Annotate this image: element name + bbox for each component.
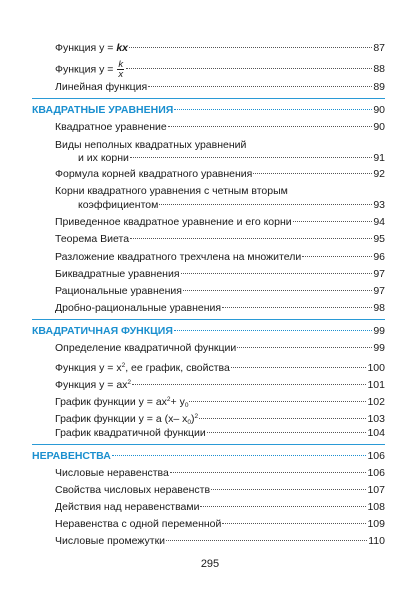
entry-page: 97 [373, 268, 385, 280]
entry-page: 110 [368, 535, 385, 547]
dot-leader [166, 540, 367, 541]
entry-label: Разложение квадратного трехчлена на множители [55, 251, 302, 263]
entry-label: Приведенное квадратное уравнение и его корни [55, 216, 292, 228]
index-entry [55, 285, 385, 298]
entry-page: 106 [367, 467, 385, 479]
dot-leader [199, 418, 366, 419]
section-page: 106 [367, 450, 385, 462]
entry-label: Числовые промежутки [55, 535, 166, 547]
section-divider [32, 444, 385, 445]
index-entry [55, 427, 385, 440]
index-entry [55, 233, 385, 246]
entry-label: График квадратичной функции [55, 427, 206, 439]
entry-page: 87 [373, 42, 385, 54]
index-entry [78, 152, 385, 165]
index-entry [55, 359, 385, 375]
index-entry [55, 342, 385, 355]
entry-page: 109 [367, 518, 385, 530]
entry-page: 107 [367, 484, 385, 496]
entry-page: 95 [373, 233, 385, 245]
entry-page: 108 [367, 501, 385, 513]
index-entry [55, 251, 385, 264]
section-heading [32, 450, 385, 463]
dot-leader [207, 432, 367, 433]
index-entry [78, 199, 385, 212]
dot-leader [183, 290, 372, 291]
section-title: НЕРАВЕНСТВА [32, 450, 111, 462]
entry-label: Функция $y = x^2$, ее график, свойства [55, 362, 230, 374]
index-entry [55, 535, 385, 548]
dot-leader [181, 273, 373, 274]
dot-leader [126, 68, 372, 69]
entry-label: Квадратное уравнение [55, 121, 167, 133]
fraction: $\frac{k}{x}$ [118, 59, 124, 80]
index-entry [55, 302, 385, 315]
dot-leader [231, 367, 367, 368]
index-entry [55, 484, 385, 497]
dot-leader [200, 506, 366, 507]
dot-leader [168, 126, 373, 127]
index-entry [55, 81, 385, 94]
index-entry [55, 121, 385, 134]
entry-label: Линейная функция [55, 81, 148, 93]
entry-label: Функция $y = ax^2$ [55, 379, 132, 391]
dot-leader [148, 86, 372, 87]
entry-label: График функции y = a (x– $x_0)^2$ [55, 413, 199, 426]
entry-label: и их корни [78, 152, 129, 164]
dot-leader [159, 204, 372, 205]
entry-page: 93 [373, 199, 385, 211]
dot-leader [170, 472, 367, 473]
entry-label: График функции $y = ax^2+ y_0$ [55, 396, 189, 409]
entry-label: Дробно-рациональные уравнения [55, 302, 222, 314]
section-divider [32, 319, 385, 320]
dot-leader [130, 238, 372, 239]
dot-leader [293, 221, 373, 222]
dot-leader [174, 330, 372, 331]
section-page: 90 [373, 104, 385, 116]
index-entry [55, 501, 385, 514]
entry-page: 91 [373, 152, 385, 164]
dot-leader [302, 256, 372, 257]
entry-label: Свойства числовых неравенств [55, 484, 211, 496]
entry-label: Неравенства с одной переменной [55, 518, 222, 530]
index-entry [55, 467, 385, 480]
entry-label: Биквадратные уравнения [55, 268, 180, 280]
entry-label: Функция y = kx [55, 42, 129, 54]
section-heading [32, 325, 385, 338]
entry-page: 100 [367, 362, 385, 374]
entry-page: 97 [373, 285, 385, 297]
dot-leader [237, 347, 372, 348]
entry-page: 99 [373, 342, 385, 354]
dot-leader [130, 157, 372, 158]
dot-leader [189, 401, 366, 402]
entry-label: коэффициентом [78, 199, 159, 211]
entry-label: Виды неполных квадратных уравнений [55, 139, 247, 151]
entry-label: Функция y = $\frac{k}{x}$ [55, 59, 124, 80]
entry-label: Определение квадратичной функции [55, 342, 237, 354]
dot-leader [132, 384, 366, 385]
entry-page: 101 [367, 379, 385, 391]
index-entry [55, 268, 385, 281]
entry-label: Теорема Виета [55, 233, 130, 245]
page-number: 295 [200, 558, 220, 570]
index-entry [55, 376, 385, 392]
entry-page: 89 [373, 81, 385, 93]
entry-label: Действия над неравенствами [55, 501, 200, 513]
entry-label: Формула корней квадратного уравнения [55, 168, 253, 180]
dot-leader [112, 455, 367, 456]
entry-page: 98 [373, 302, 385, 314]
dot-leader [253, 173, 372, 174]
entry-page: 88 [373, 63, 385, 76]
entry-page: 102 [367, 396, 385, 408]
dot-leader [222, 307, 372, 308]
entry-page: 104 [367, 427, 385, 439]
entry-page: 103 [367, 413, 385, 425]
section-heading [32, 104, 385, 117]
dot-leader [129, 47, 372, 48]
index-entry [55, 168, 385, 181]
dot-leader [222, 523, 366, 524]
section-title: КВАДРАТИЧНАЯ ФУНКЦИЯ [32, 325, 173, 337]
section-page: 99 [373, 325, 385, 337]
entry-label: Рациональные уравнения [55, 285, 182, 297]
entry-label: Корни квадратного уравнения с четным вторым [55, 185, 288, 197]
dot-leader [211, 489, 366, 490]
index-entry [55, 216, 385, 229]
section-title: КВАДРАТНЫЕ УРАВНЕНИЯ [32, 104, 174, 116]
index-entry [55, 60, 385, 79]
index-entry [55, 42, 385, 55]
entry-page: 94 [373, 216, 385, 228]
dot-leader [174, 109, 372, 110]
entry-page: 92 [373, 168, 385, 180]
entry-page: 96 [373, 251, 385, 263]
section-divider [32, 98, 385, 99]
index-entry [55, 518, 385, 531]
entry-page: 90 [373, 121, 385, 133]
entry-label: Числовые неравенства [55, 467, 169, 479]
